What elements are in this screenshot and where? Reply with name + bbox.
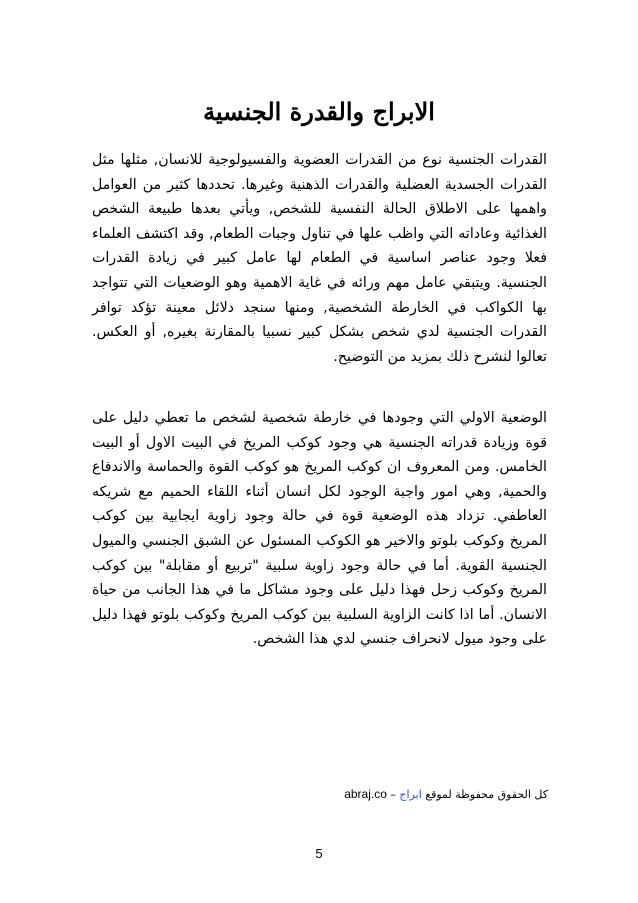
rights-text: كل الحقوق محفوظة لموقع: [425, 788, 548, 801]
copyright-footer: [300, 786, 548, 803]
body-paragraph-2: الوضعية الاولي التي وجودها في خارطة شخصية لشخص ما تعطي دليل على قوة وزيادة قدراته الجنسية هي وجود كوكب المريخ في البيت الاول أو البيت الخامس. ومن المعروف ان كوكب المريخ هو كوكب القوة والحماسة والاندفاع والحمية, وهي امور واجبة الوجود لكل انسان أثناء اللقاء الحميم مع شريكه العاطفي. تزداد هذه الوضعية قوة في حالة وجود زاوية ايجابية بين كوكب المريخ وكوكب بلوتو والاخير هو الكوكب المسئول عن الشبق الجنسي والميول الجنسية القوية. أما في حالة وجود زاوية سلبية "تربيع أو مقابلة" بين كوكب المريخ وكوكب زحل فهذا دليل على وجود مشاكل ما في هذا الجانب من حياة الانسان. أما اذا كانت الزاوية السلبية بين كوكب المريخ وكوكب بلوتو فهذا دليل على وجود ميول لانحراف جنسي لدي هذا الشخص.: [92, 410, 547, 648]
brand-link[interactable]: ابراج: [399, 788, 422, 801]
page-title: الابراج والقدرة الجنسية: [203, 97, 435, 126]
page-number: 5: [315, 846, 323, 861]
site-domain: abraj.co: [344, 787, 387, 801]
footer-separator: –: [390, 788, 396, 801]
body-paragraph-1: القدرات الجنسية نوع من القدرات العضوية والفسيولوجية للانسان, مثلها مثل القدرات الجسدية العضلية والقدرات الذهنية وغيرها. تحددها كثير من العوامل واهمها على الاطلاق الحالة النفسية للشخص, ويأتي بعدها طبيعة الشخص الغذائية وعاداته التي واظب علها في تناول وجبات الطعام, وقد اكتشف العلماء فعلا وجود عناصر اساسية في الطعام لها عامل كبير في زيادة القدرات الجنسية. ويتبقي عامل مهم ورائه في غاية الاهمية وهو الوضعيات التي تتواجد بها الكواكب في الخارطة الشخصية, ومنها سنجد دلائل معينة تؤكد توافر القدرات الجنسية لدي شخص بشكل كبير نسبيا بالمقارنة بغيره, أو العكس. تعالوا لنشرح ذلك بمزيد من التوضيح.: [92, 152, 547, 365]
